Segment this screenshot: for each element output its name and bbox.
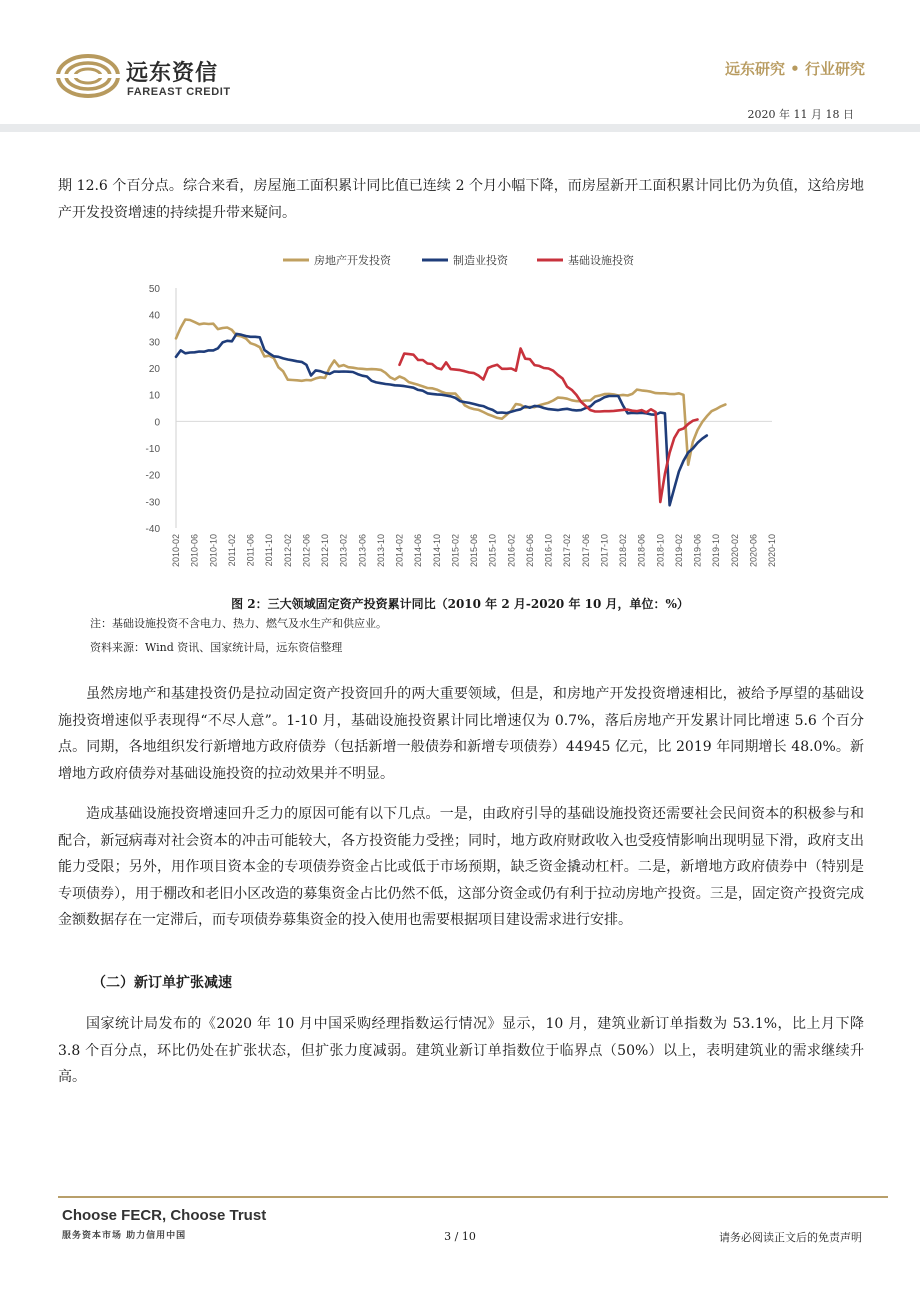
report-series-title: 远东研究 • 行业研究 xyxy=(724,60,865,78)
x-tick-label: 2016-06 xyxy=(524,534,535,568)
x-tick-label: 2014-02 xyxy=(394,534,405,568)
x-tick-label: 2019-06 xyxy=(692,534,703,568)
x-tick-label: 2013-10 xyxy=(375,534,386,568)
logo-english-name: FAREAST CREDIT xyxy=(127,86,231,98)
x-tick-label: 2014-06 xyxy=(413,534,424,568)
footer-divider xyxy=(58,1196,888,1198)
paragraph-infrastructure: 虽然房地产和基建投资仍是拉动固定资产投资回升的两大重要领域，但是，和房地产开发投资增速相比，被给予厚望的基础设施投资增速似乎表现得“不尽人意”。1-10 月，基础设施投资累计同比增速仅为 0.7%，落后房地产开发累计同比增速 5.6 个百分点。同期，各地组织发行新增地方政府债券（包括新增一般债券和新增专项债券）44945 亿元，比 2019 年同期增长 48.0%。新增地方政府债券对基础设施投资的拉动效果并不明显。 xyxy=(58,686,864,782)
paragraph-intro: 期 12.6 个百分点。综合来看，房屋施工面积累计同比值已连续 2 个月小幅下降，而房屋新开工面积累计同比仍为负值，这给房地产开发投资增速的持续提升带来疑问。 xyxy=(58,178,864,221)
x-tick-label: 2015-02 xyxy=(450,534,461,568)
legend-label-0: 房地产开发投资 xyxy=(314,254,391,267)
x-tick-label: 2012-02 xyxy=(282,534,293,568)
paragraph-reasons: 造成基础设施投资增速回升乏力的原因可能有以下几点。一是，由政府引导的基础设施投资还需要社会民间资本的积极参与和配合，新冠病毒对社会资本的冲击可能较大，各方投资能力受挫；同时，地方政府财政收入也受疫情影响出现明显下滑，政府支出能力受限；另外，用作项目资本金的专项债券资金占比或低于市场预期，缺乏资金撬动杠杆。二是，新增地方政府债券中（特别是专项债券），用于棚改和老旧小区改造的募集资金占比仍然不低，这部分资金或仍有利于拉动房地产投资。三是，固定资产投资完成金额数据存在一定滞后，而专项债券募集资金的投入使用也需要根据项目建设需求进行安排。 xyxy=(58,806,864,928)
x-tick-label: 2017-10 xyxy=(599,534,610,568)
page-header xyxy=(0,0,920,130)
series-line-0 xyxy=(176,320,725,465)
x-tick-label: 2019-02 xyxy=(673,534,684,568)
y-tick-label: 50 xyxy=(148,284,160,295)
series-line-2 xyxy=(400,349,698,503)
figure-note: 注：基础设施投资不含电力、热力、燃气及水生产和供应业。 xyxy=(90,617,387,630)
section-heading: （二）新订单扩张减速 xyxy=(92,975,232,991)
x-tick-label: 2017-02 xyxy=(562,534,573,568)
x-tick-label: 2011-06 xyxy=(245,534,256,567)
x-tick-label: 2016-02 xyxy=(506,534,517,568)
figure-caption: 图 2：三大领域固定资产投资累计同比（2010 年 2 月-2020 年 10 月，单位：%） xyxy=(231,597,689,611)
legend-label-2: 基础设施投资 xyxy=(568,254,634,267)
x-tick-label: 2018-02 xyxy=(618,534,628,568)
y-tick-label: 20 xyxy=(148,364,160,375)
x-tick-label: 2018-10 xyxy=(655,534,666,568)
legend-label-1: 制造业投资 xyxy=(453,254,508,267)
y-tick-label: -10 xyxy=(145,444,160,455)
x-tick-label: 2010-06 xyxy=(189,534,200,568)
x-tick-label: 2020-10 xyxy=(767,534,777,568)
footer-slogan-cn: 服务资本市场 助力信用中国 xyxy=(62,1231,187,1241)
x-tick-label: 2020-06 xyxy=(748,534,759,568)
x-tick-label: 2010-02 xyxy=(171,534,181,568)
x-tick-label: 2012-06 xyxy=(301,534,312,568)
x-tick-label: 2015-06 xyxy=(469,534,479,568)
x-tick-label: 2011-10 xyxy=(264,534,275,567)
report-date: 2020 年 11 月 18 日 xyxy=(747,108,854,121)
disclaimer-link[interactable]: 请务必阅读正文后的免责声明 xyxy=(719,1231,862,1244)
x-tick-label: 2015-10 xyxy=(487,534,498,568)
fixed-asset-investment-chart xyxy=(140,245,800,590)
x-tick-label: 2018-06 xyxy=(636,534,647,568)
y-tick-label: -30 xyxy=(145,497,160,509)
x-tick-label: 2014-10 xyxy=(431,534,442,568)
x-tick-label: 2016-10 xyxy=(543,534,554,568)
footer-slogan-en: Choose FECR, Choose Trust xyxy=(62,1207,267,1224)
header-divider xyxy=(0,124,920,132)
fareast-credit-logo-icon xyxy=(56,52,120,100)
y-tick-label: 40 xyxy=(148,310,160,322)
page-number: 3 / 10 xyxy=(444,1230,476,1243)
x-tick-label: 2012-10 xyxy=(320,534,330,568)
y-tick-label: 0 xyxy=(154,417,160,429)
figure-source: 资料来源：Wind 资讯、国家统计局，远东资信整理 xyxy=(90,641,343,654)
x-tick-label: 2019-10 xyxy=(711,534,722,568)
paragraph-new-orders: 国家统计局发布的《2020 年 10 月中国采购经理指数运行情况》显示，10 月，建筑业新订单指数为 53.1%，比上月下降 3.8 个百分点，环比仍处在扩张状态，但扩张力度减弱。建筑业新订单指数位于临界点（50%）以上，表明建筑业的需求继续升高。 xyxy=(58,1016,864,1085)
x-tick-label: 2011-02 xyxy=(226,534,237,567)
y-tick-label: -20 xyxy=(145,470,160,482)
series-line-1 xyxy=(176,334,707,505)
x-tick-label: 2010-10 xyxy=(208,534,219,568)
x-tick-label: 2020-02 xyxy=(729,534,740,568)
x-tick-label: 2017-06 xyxy=(580,534,591,568)
x-tick-label: 2013-02 xyxy=(338,534,349,568)
y-tick-label: -40 xyxy=(145,524,160,535)
y-tick-label: 30 xyxy=(148,337,160,349)
logo-chinese-name: 远东资信 xyxy=(126,61,219,86)
y-tick-label: 10 xyxy=(148,390,160,402)
x-tick-label: 2013-06 xyxy=(357,534,368,568)
